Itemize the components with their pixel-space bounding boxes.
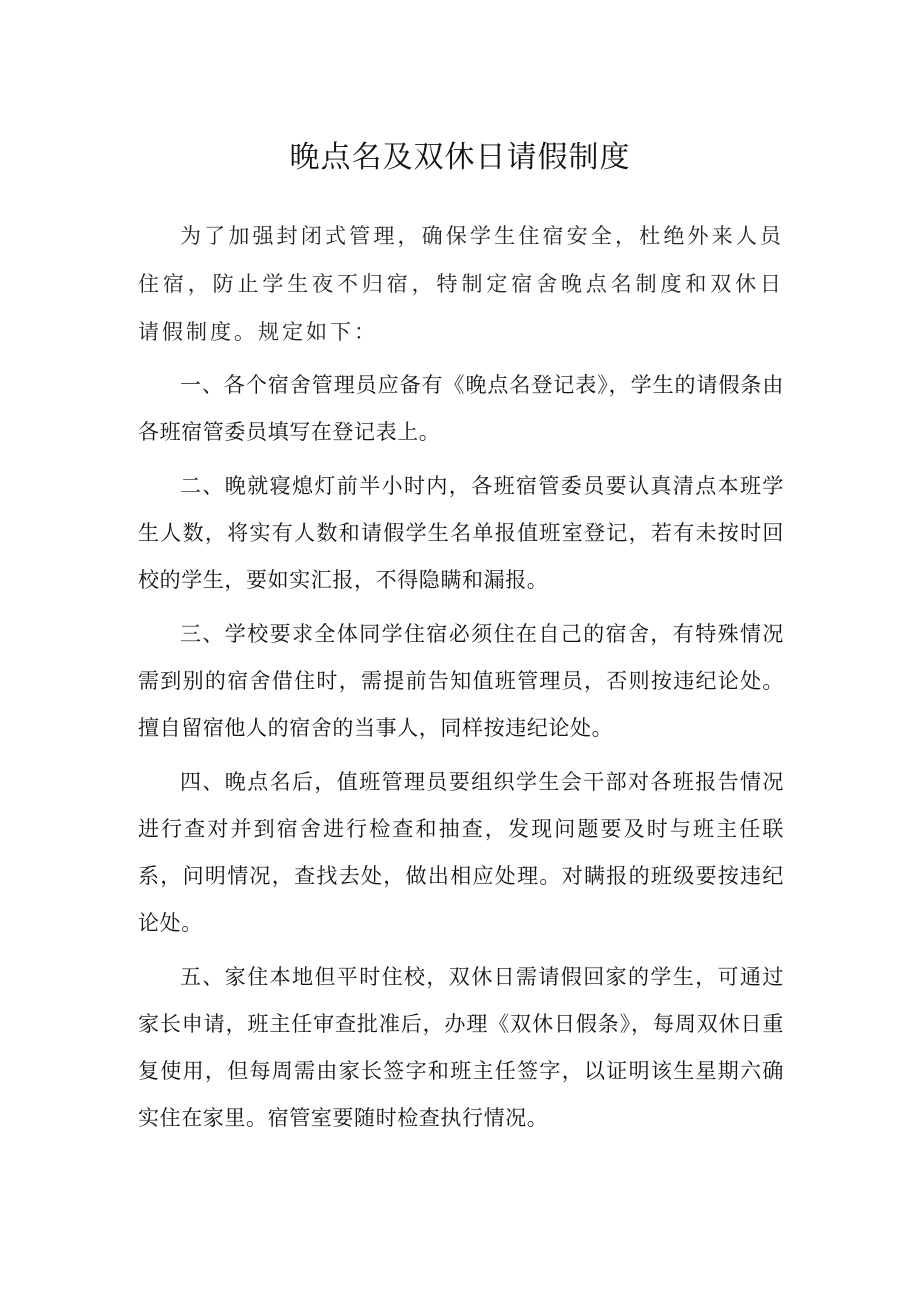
rule-paragraph-4: 四、晚点名后，值班管理员要组织学生会干部对各班报告情况进行查对并到宿舍进行检查和抽查，发现问题要及时与班主任联系，问明情况，查找去处，做出相应处理。对瞒报的班级要按违纪论处。 (138, 770, 784, 935)
page-title: 晚点名及双休日请假制度 (289, 140, 631, 175)
intro-paragraph: 为了加强封闭式管理，确保学生住宿安全，杜绝外来人员住宿，防止学生夜不归宿，特制定宿舍晚点名制度和双休日请假制度。规定如下： (138, 224, 784, 344)
rule-paragraph-2: 二、晚就寝熄灯前半小时内，各班宿管委员要认真清点本班学生人数，将实有人数和请假学生名单报值班室登记，若有未按时回校的学生，要如实汇报，不得隐瞒和漏报。 (138, 474, 784, 592)
rule-paragraph-5: 五、家住本地但平时住校，双休日需请假回家的学生，可通过家长申请，班主任审查批准后，办理《双休日假条》，每周双休日重复使用，但每周需由家长签字和班主任签字，以证明该生星期六确实住在家里。宿管室要随时检查执行情况。 (138, 965, 784, 1130)
document-body (138, 212, 784, 1149)
rule-paragraph-1: 一、各个宿舍管理员应备有《晚点名登记表》，学生的请假条由各班宿管委员填写在登记表上。 (138, 373, 784, 444)
rule-paragraph-3: 三、学校要求全体同学住宿必须住在自己的宿舍，有特殊情况需到别的宿舍借住时，需提前告知值班管理员，否则按违纪论处。擅自留宿他人的宿舍的当事人，同样按违纪论处。 (138, 622, 784, 740)
